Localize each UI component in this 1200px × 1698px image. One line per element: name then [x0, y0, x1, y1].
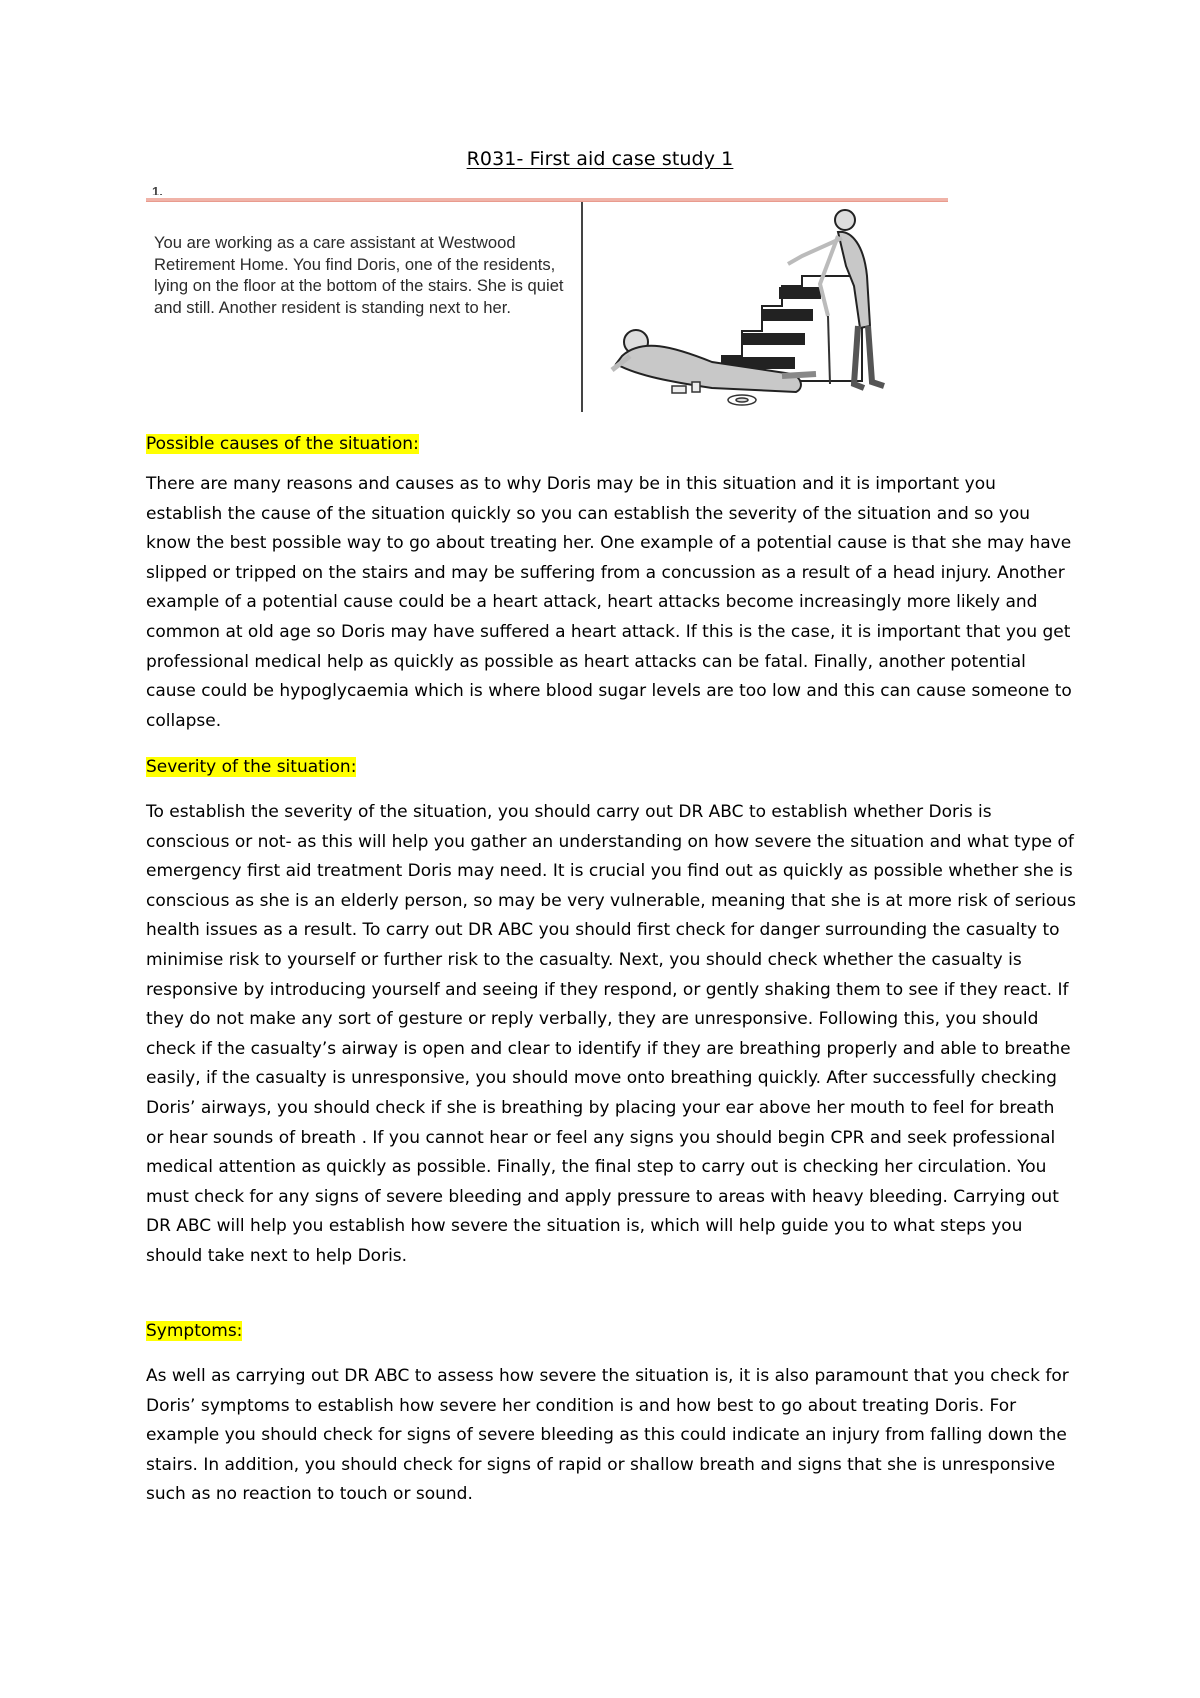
page-title: R031- First aid case study 1	[466, 148, 734, 170]
case-scenario-text: You are working as a care assistant at Westwood Retirement Home. You find Doris, one of the residents, lying on the floor at the bottom of the stairs. She is quiet and still. Another resident is standing next to her.	[154, 233, 564, 317]
severity-heading	[146, 756, 356, 778]
stairs-icon	[722, 276, 862, 381]
severity-paragraph	[146, 798, 1076, 1272]
causes-heading	[146, 433, 419, 455]
case-study-panel	[146, 186, 948, 412]
fallen-person-illustration-icon	[602, 206, 948, 412]
severity-heading-text: Severity of the situation:	[146, 757, 357, 777]
severity-body: To establish the severity of the situation, you should carry out DR ABC to establish whether Doris is conscious or not- as this will help you gather an understanding on how severe the situation and what type of emergency first aid treatment Doris may need. It is crucial you find out as quickly as possible whether she is conscious as she is an elderly person, so may be very vulnerable, meaning that she is at more risk of serious health issues as a result. To carry out DR ABC you should first check for danger surrounding the casualty to minimise risk to yourself or further risk to the casualty. Next, you should check whether the casualty is responsive by introducing yourself and seeing if they respond, or gently shaking them to see if they react. If they do not make any sort of gesture or reply verbally, they are unresponsive. Following this, you should check if the casualty’s airway is open and clear to identify if they are breathing properly and able to breathe easily, if the casualty is unresponsive, you should move onto breathing quickly. After successfully checking Doris’ airways, you should check if she is breathing by placing your ear above her mouth to feel for breath or hear sounds of breath . If you cannot hear or feel any signs you should begin CPR and seek professional medical attention as quickly as possible. Finally, the final step to carry out is checking her circulation. You must check for any signs of severe bleeding and apply pressure to areas with heavy bleeding. Carrying out DR ABC will help you establish how severe the situation is, which will help guide you to what steps you should take next to help Doris.	[146, 802, 1076, 1266]
causes-paragraph	[146, 470, 1076, 736]
symptoms-heading	[146, 1320, 242, 1342]
symptoms-body: As well as carrying out DR ABC to assess how severe the situation is, it is also paramount that you check for Doris’ symptoms to establish how severe her condition is and how best to go about treating Doris. For example you should check for signs of severe bleeding as this could indicate an injury from falling down the stairs. In addition, you should check for signs of rapid or shallow breath and signs that she is unresponsive such as no reaction to touch or sound.	[146, 1366, 1069, 1505]
case-column-divider	[581, 202, 583, 412]
symptoms-heading-text: Symptoms:	[146, 1321, 243, 1341]
case-number: 1.	[152, 186, 163, 195]
symptoms-paragraph	[146, 1362, 1076, 1510]
causes-body: There are many reasons and causes as to why Doris may be in this situation and it is important you establish the cause of the situation quickly so you can establish the severity of the situation and so you know the best possible way to go about treating her. One example of a potential cause is that she may have slipped or tripped on the stairs and may be suffering from a concussion as a result of a head injury. Another example of a potential cause could be a heart attack, heart attacks become increasingly more likely and common at old age so Doris may have suffered a heart attack. If this is the case, it is important that you get professional medical help as quickly as possible as heart attacks can be fatal. Finally, another potential cause could be hypoglycaemia which is where blood sugar levels are too low and this can cause someone to collapse.	[146, 474, 1072, 731]
case-header-rule	[146, 198, 948, 202]
causes-heading-text: Possible causes of the situation:	[146, 434, 419, 454]
